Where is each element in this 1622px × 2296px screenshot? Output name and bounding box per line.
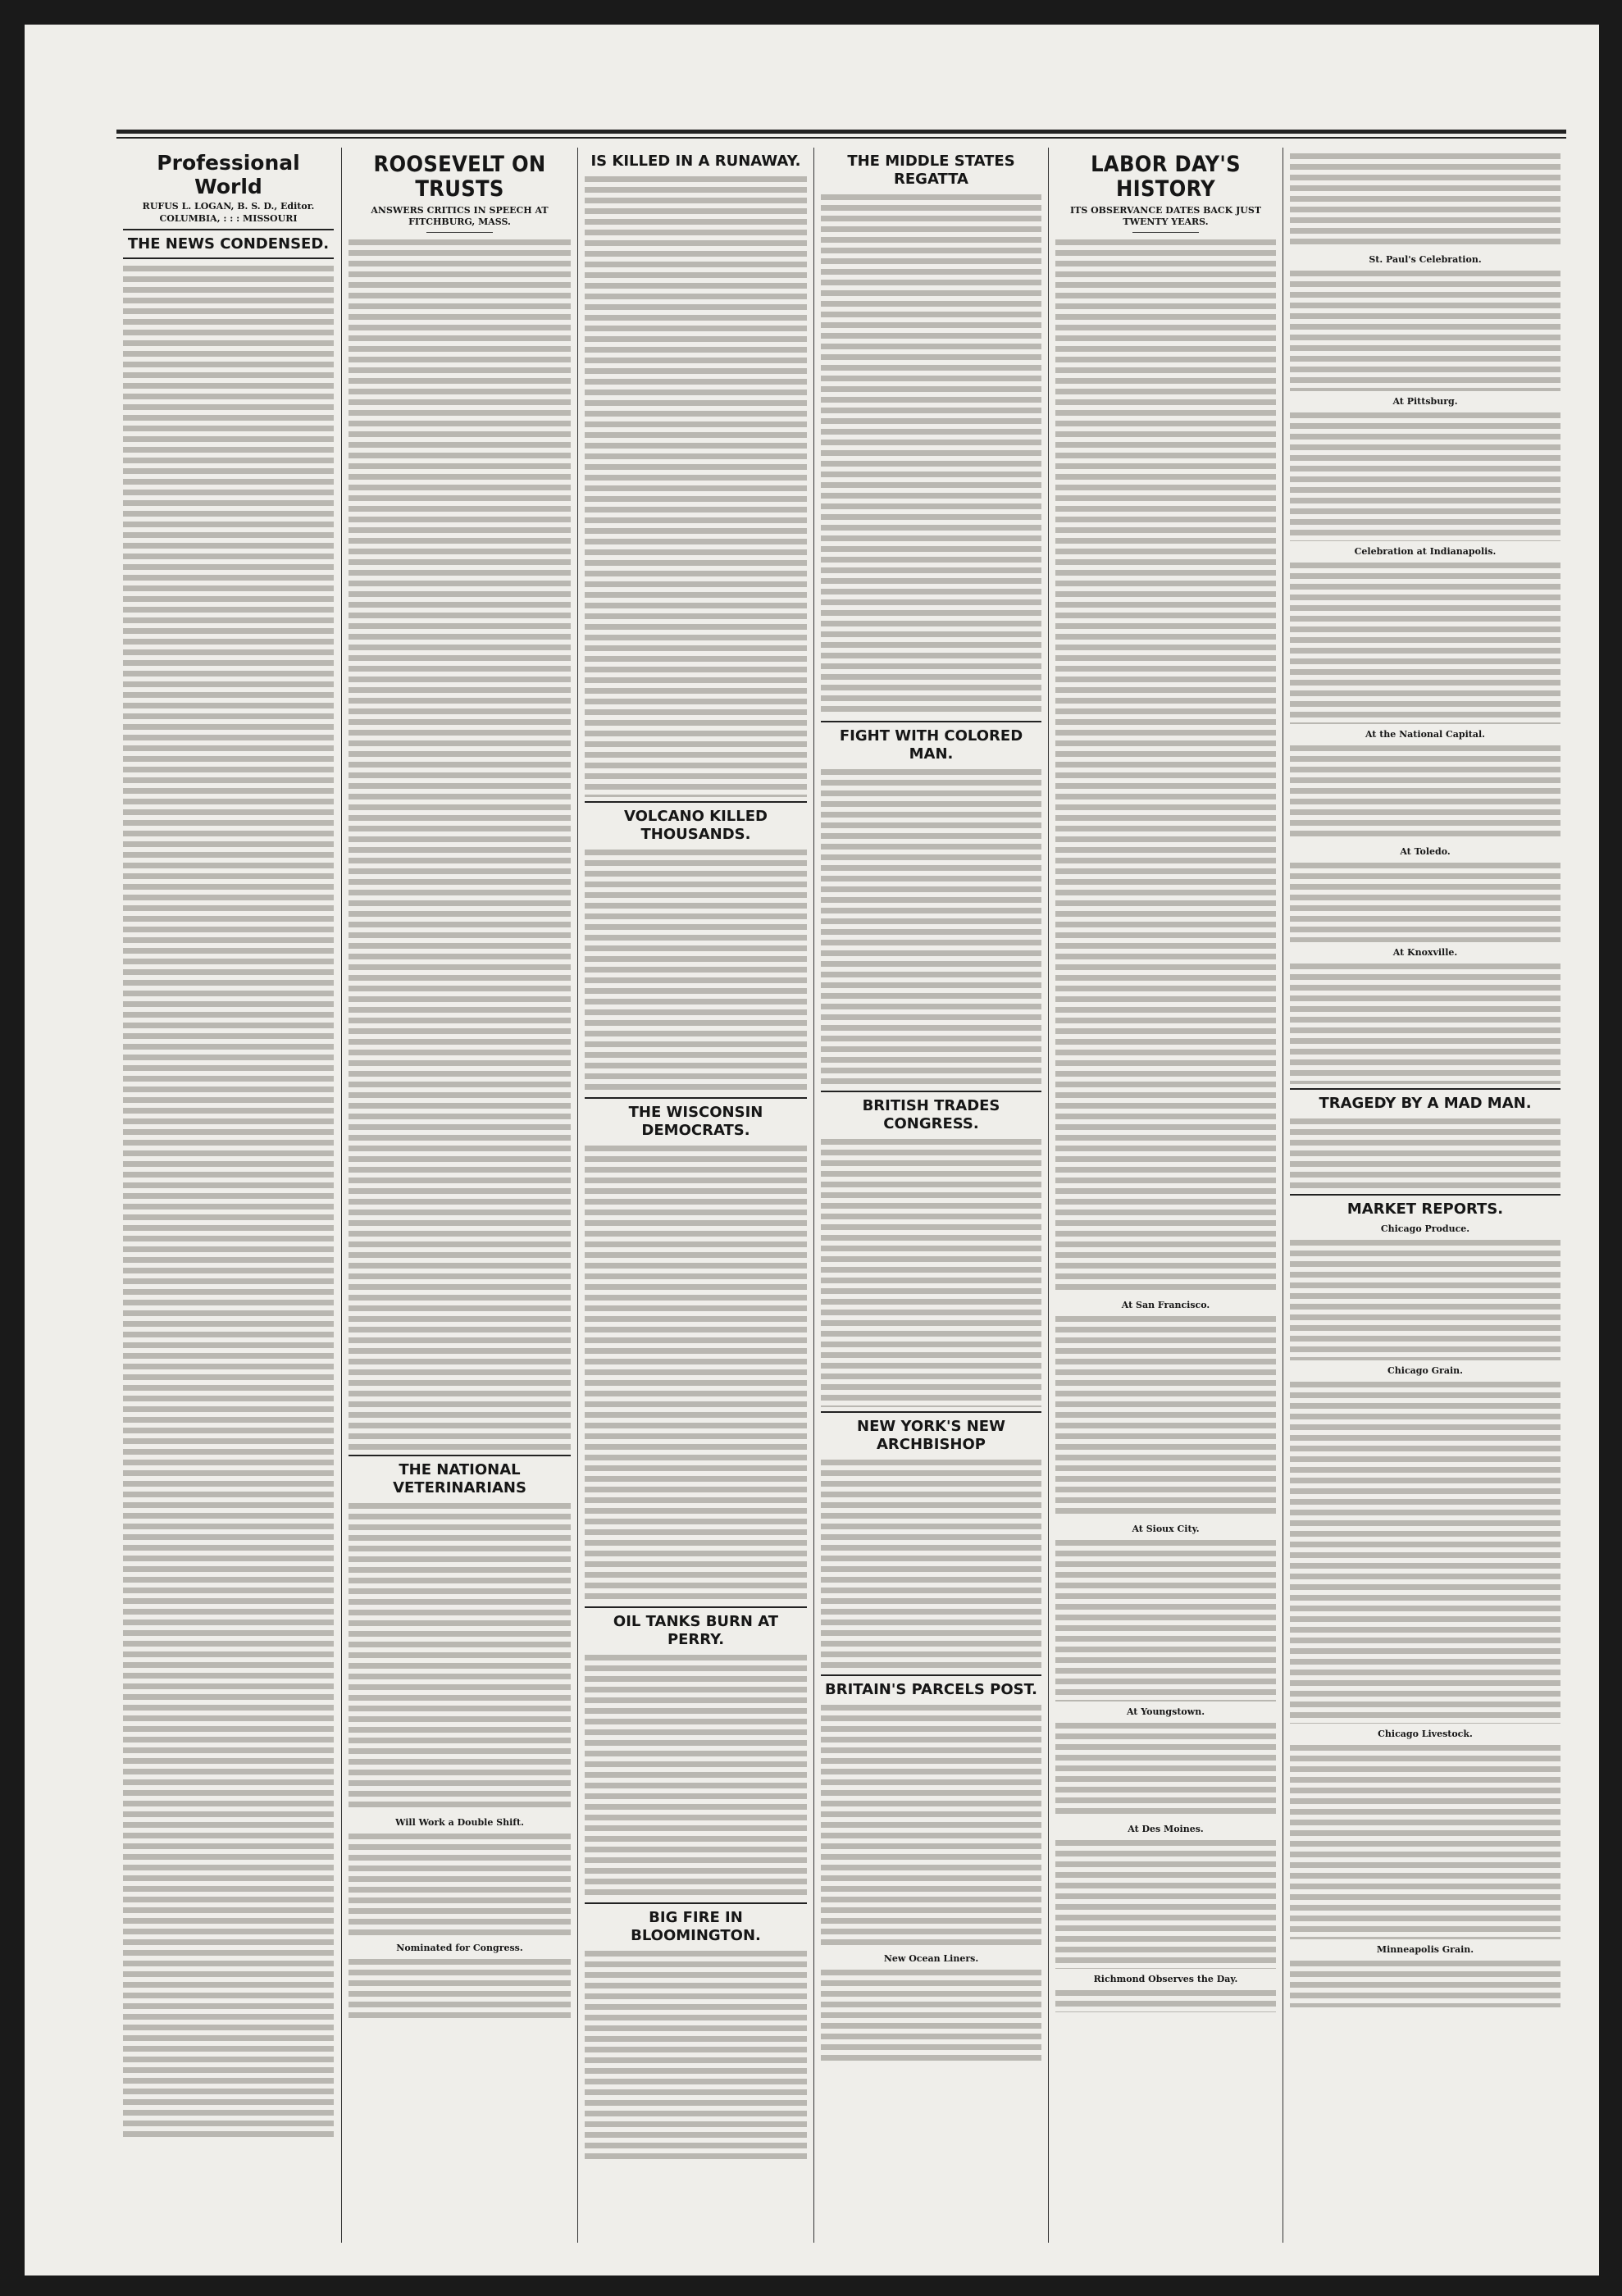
article-body: [1290, 560, 1560, 724]
headline-market-reports: MARKET REPORTS.: [1346, 1200, 1504, 1218]
subhead-san-francisco: At San Francisco.: [1121, 1300, 1210, 1310]
divider: [123, 229, 334, 230]
divider: [821, 1674, 1041, 1676]
article-body: [1055, 1538, 1276, 1702]
article-body: [1055, 1988, 1276, 2012]
article-body: [821, 1137, 1041, 1407]
subhead-national-capital: At the National Capital.: [1365, 729, 1486, 740]
headline-fight: FIGHT WITH COLORED MAN.: [839, 727, 1023, 763]
newspaper-page: [25, 25, 1599, 2276]
article-body: [1055, 1720, 1276, 1819]
article-body: [821, 1457, 1041, 1670]
article-body: [585, 1143, 807, 1602]
headline-volcano: VOLCANO KILLED THOUSANDS.: [624, 808, 768, 843]
subhead-indianapolis: Celebration at Indianapolis.: [1354, 546, 1497, 557]
article-body: [1290, 743, 1560, 841]
article-body: [1290, 410, 1560, 541]
divider: [1132, 232, 1199, 233]
editor-line: RUFUS L. LOGAN, B. S. D., Editor.: [142, 201, 315, 212]
subhead-chicago-grain: Chicago Grain.: [1387, 1365, 1463, 1376]
article-body: [123, 263, 334, 2141]
headline-wisconsin: THE WISCONSIN DEMOCRATS.: [628, 1104, 763, 1139]
article-body: [1290, 961, 1560, 1084]
divider: [821, 1091, 1041, 1092]
article-body: [821, 192, 1041, 717]
subhead-knoxville: At Knoxville.: [1392, 947, 1458, 958]
headline-regatta: THE MIDDLE STATES REGATTA: [847, 153, 1015, 188]
article-body: [1290, 1116, 1560, 1190]
headline-labor-day: LABOR DAY'S HISTORY: [1091, 152, 1241, 202]
divider: [123, 257, 334, 259]
divider: [585, 1606, 807, 1608]
headline-oil-tanks: OIL TANKS BURN AT PERRY.: [613, 1613, 779, 1648]
subhead-youngstown: At Youngstown.: [1126, 1706, 1205, 1717]
subhead-minneapolis-grain: Minneapolis Grain.: [1376, 1944, 1474, 1955]
divider: [349, 1455, 571, 1456]
headline-roosevelt: ROOSEVELT ON TRUSTS: [373, 152, 546, 202]
headline-veterinarians: THE NATIONAL VETERINARIANS: [393, 1461, 526, 1496]
divider: [821, 1411, 1041, 1413]
top-rule-thin: [116, 137, 1566, 139]
subhead-sioux-city: At Sioux City.: [1132, 1524, 1200, 1534]
article-body: [821, 1967, 1041, 2066]
divider: [821, 721, 1041, 722]
article-body: [1055, 237, 1276, 1295]
column-5: [1048, 148, 1283, 2243]
subhead-richmond: Richmond Observes the Day.: [1093, 1974, 1238, 1984]
column-3: [577, 148, 813, 2243]
article-body: [1290, 151, 1560, 249]
subhead-ocean-liners: New Ocean Liners.: [883, 1953, 979, 1964]
subhead-st-paul: St. Paul's Celebration.: [1369, 254, 1482, 265]
subhead-chicago-produce: Chicago Produce.: [1380, 1223, 1470, 1234]
article-body: [349, 237, 571, 1451]
article-body: [349, 1831, 571, 1938]
headline-tragedy: TRAGEDY BY A MAD MAN.: [1319, 1095, 1532, 1112]
article-body: [349, 1957, 571, 2022]
divider: [426, 232, 493, 233]
subhead-des-moines: At Des Moines.: [1128, 1824, 1204, 1834]
masthead-title: Professional World: [157, 151, 300, 198]
column-4: [813, 148, 1048, 2243]
article-body: [349, 1501, 571, 1812]
article-body: [1290, 860, 1560, 942]
article-body: [1055, 1314, 1276, 1519]
market-body: [1290, 1237, 1560, 1360]
headline-archbishop: NEW YORK'S NEW ARCHBISHOP: [857, 1418, 1005, 1453]
article-body: [1055, 1838, 1276, 1969]
headline-news-condensed: THE NEWS CONDENSED.: [127, 235, 330, 253]
subhead-pittsburg: At Pittsburg.: [1392, 396, 1458, 407]
headline-trades-congress: BRITISH TRADES CONGRESS.: [862, 1097, 1000, 1132]
column-1: [116, 148, 340, 2243]
divider: [1290, 1088, 1560, 1090]
headline-bloomington: BIG FIRE IN BLOOMINGTON.: [631, 1909, 761, 1944]
headline-runaway: IS KILLED IN A RUNAWAY.: [590, 153, 801, 170]
column-2: [341, 148, 577, 2243]
divider: [1290, 1194, 1560, 1196]
market-body: [1290, 1958, 1560, 2007]
column-6: [1283, 148, 1567, 2243]
article-body: [1290, 268, 1560, 391]
article-body: [821, 767, 1041, 1086]
subhead-congress: Nominated for Congress.: [396, 1943, 523, 1953]
article-body: [585, 1948, 807, 2162]
market-body: [1290, 1742, 1560, 1939]
deck-labor-day: ITS OBSERVANCE DATES BACK JUST TWENTY YEARS.: [1069, 205, 1262, 227]
subhead-toledo: At Toledo.: [1400, 846, 1451, 857]
divider: [585, 1902, 807, 1904]
divider: [585, 801, 807, 803]
headline-parcels-post: BRITAIN'S PARCELS POST.: [825, 1681, 1037, 1698]
deck-roosevelt: ANSWERS CRITICS IN SPEECH AT FITCHBURG, MASS.: [371, 205, 549, 227]
subhead-double-shift: Will Work a Double Shift.: [395, 1817, 524, 1828]
article-body: [821, 1702, 1041, 1948]
place-line: COLUMBIA, : : : MISSOURI: [159, 213, 298, 224]
subhead-chicago-livestock: Chicago Livestock.: [1378, 1729, 1473, 1739]
top-rule: [116, 130, 1566, 134]
article-body: [585, 847, 807, 1093]
divider: [585, 1097, 807, 1099]
article-body: [585, 174, 807, 797]
article-body: [585, 1652, 807, 1898]
market-body: [1290, 1379, 1560, 1724]
